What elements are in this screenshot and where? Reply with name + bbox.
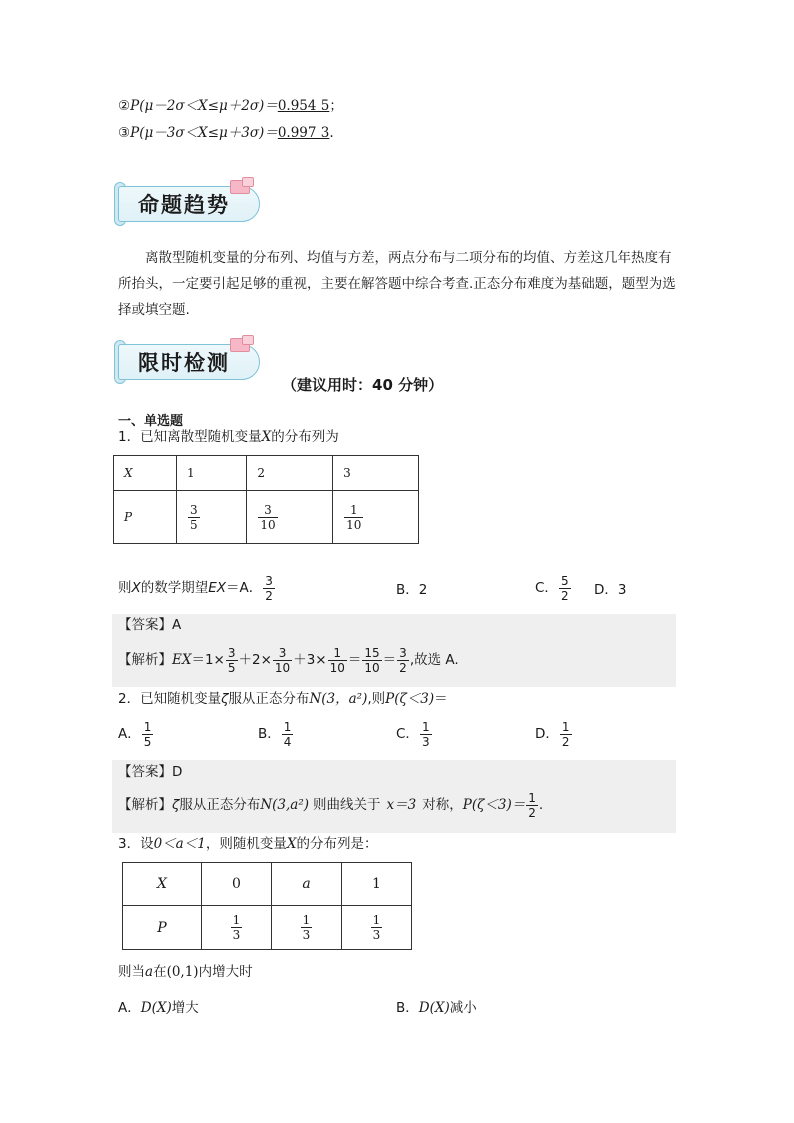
distribution-table-q3: X 0 a 1 P $\frac{1}{3}$ $\frac{1}{3}$ $\frac{1}{3}$ (122, 862, 412, 950)
circled-number-3: ③ (118, 125, 131, 141)
q3-option-a: A．D(X)增大 (118, 1000, 199, 1016)
time-hint: （建议用时：40 分钟） (282, 376, 444, 394)
option-b: B．2 (396, 582, 428, 598)
distribution-table-q1: X 1 2 3 P $\frac{3}{5}$ $\frac{3}{10}$ $\frac{1}{10}$ (113, 455, 419, 544)
section-banner-trend (118, 180, 264, 224)
formula-item-3: ③P(μ－3σ＜X≤μ＋3σ)＝0.997 3. (118, 125, 334, 141)
option-d: D．3 (594, 582, 627, 598)
answer-q2: 【答案】D (118, 764, 183, 780)
trend-paragraph: 离散型随机变量的分布列、均值与方差，两点分布与二项分布的均值、方差这几年热度有所抬头，一定要引起足够的重视，主要在解答题中综合考查.正态分布难度为基础题，题型为选择或填空题. (118, 250, 676, 318)
option-c: C． $\frac{5}{2}$ (535, 573, 569, 603)
fraction: $\frac{1}{10}$ (346, 502, 362, 532)
question-1-stem: 1．已知离散型随机变量X的分布列为 (118, 429, 339, 445)
banner-title: 命题趋势 (138, 193, 230, 217)
formula-item-2: ②P(μ－2σ＜X≤μ＋2σ)＝0.954 5； (118, 98, 343, 114)
fraction: $\frac{3}{5}$ (190, 502, 198, 532)
fraction: $\frac{3}{10}$ (260, 502, 276, 532)
option-a-fraction: $\frac{3}{2}$ (265, 573, 273, 603)
analysis-q2: 【解析】ζ服从正态分布N(3,a²) 则曲线关于 x＝3 对称，P(ζ＜3)＝ $\frac{1}{2}$ . (118, 790, 544, 820)
circled-number-2: ② (118, 98, 131, 114)
q3-option-b: B．D(X)减小 (396, 1000, 477, 1016)
probability-value: 0.954 5 (277, 98, 330, 114)
answer-q1: 【答案】A (118, 617, 182, 633)
q2-option-b: B． $\frac{1}{4}$ (258, 719, 292, 749)
q2-option-c: C． $\frac{1}{3}$ (396, 719, 430, 749)
question-1-ask: 则X的数学期望EX＝A． $\frac{3}{2}$ (118, 573, 273, 603)
question-3-stem: 3．设0＜a＜1，则随机变量X的分布列是： (118, 836, 378, 852)
section-banner-test (118, 338, 264, 382)
q2-option-d: D． $\frac{1}{2}$ (535, 719, 570, 749)
analysis-q1: 【解析】EX＝1× $\frac{3}{5}$ ＋2× $\frac{3}{10}$ ＋3× $\frac{1}{10}$ ＝ $\frac{15}{10}$ ＝ $\frac{3}{2}$ ,故选 A. (118, 645, 459, 675)
question-3-ask: 则当a在(0,1)内增大时 (118, 964, 253, 980)
question-2-stem: 2．已知随机变量ζ服从正态分布N(3，a²),则P(ζ＜3)＝ (118, 691, 448, 707)
q2-option-a: A． $\frac{1}{5}$ (118, 719, 152, 749)
banner-title: 限时检测 (138, 351, 230, 375)
section-title: 一、单选题 (118, 414, 184, 429)
probability-value: 0.997 3 (277, 125, 330, 141)
